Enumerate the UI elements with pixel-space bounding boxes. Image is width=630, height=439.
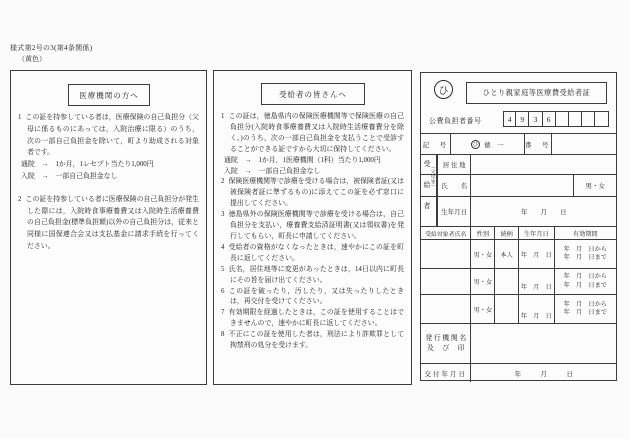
paper-color-note: （黄色） (18, 55, 46, 63)
inpatient-copay-line: 入院 → 一部自己負担金なし (224, 167, 321, 175)
name-value (471, 175, 574, 196)
header-relation: 続柄 (495, 227, 519, 239)
issuer-value (471, 324, 616, 363)
header-birthdate: 生年月日 (519, 227, 555, 239)
certificate-panel (420, 72, 617, 381)
payer-number-label: 公費負担者番号 (429, 117, 482, 125)
address-label: 居 住 地 (437, 155, 472, 174)
item-number: 2 (18, 195, 22, 203)
cell-relation (495, 269, 519, 294)
valid-from: 年 月 日から (563, 273, 607, 281)
item-text: 有効期限を経過したときは，この証を使用することはできませんので，速やかに町長に返してください。 (228, 309, 404, 328)
birthdate-row (421, 196, 616, 226)
circled-hi-icon: ひ (434, 80, 453, 99)
item-number: 1 (221, 113, 225, 120)
valid-from: 年 月 日から (563, 300, 607, 308)
medical-item-1 (18, 112, 199, 159)
inpatient-copay-line: 入院 → 一部自己負担金なし (21, 172, 118, 180)
cell-recipient-name (421, 295, 471, 323)
recipients-item-8 (221, 330, 404, 352)
item-text: 不正にこの証を使用した者は，刑法により詐欺罪として拘禁刑の処分を受けます。 (228, 331, 404, 350)
item-text: 氏名，居住地等に変更があったときは，14日以内に町長にその旨を届け出てください。 (228, 265, 404, 284)
sex-options: 男・女 (585, 183, 605, 190)
recipients-item-2 (221, 177, 404, 210)
cell-relation: 本人 (495, 240, 519, 268)
payer-number-digit (595, 111, 608, 127)
cell-birthdate: 年 月 日 (519, 240, 555, 268)
item-text: 徳島県外の保険医療機関等で診療を受ける場合は，自己負担分を支払い，療養費支給済証明書(又は領収書)を発行してもらい，町長に申請してください。 (228, 211, 404, 240)
symbol-value-text: 徳 一 (484, 141, 504, 149)
item-text: 保険医療機関等で診療を受ける場合は，被保険者証(又は被保険者証に準ずるもの)に添えてこの証を必ず窓口に提出してください。 (228, 178, 404, 208)
table-row (421, 294, 616, 323)
table-row (421, 268, 616, 294)
recipients-item-3 (221, 210, 404, 243)
symbol-value (451, 134, 525, 154)
address-row (421, 154, 616, 174)
issuer-label-line1: 発 行 機 関 名 (425, 334, 467, 342)
medical-institutions-panel (10, 70, 207, 385)
issue-date-label: 交付年月日 (421, 364, 471, 382)
vertical-label-spacer (421, 155, 437, 174)
cell-recipient-name (421, 269, 471, 294)
item-text: この証を持参している者は，医療保険の自己負担分（父母に係るものにあっては，入院治療に限る）のうち，次の一部自己負担金を除いて，町より助成される対象者です。 (25, 114, 199, 157)
payer-number-digit: 9 (516, 111, 529, 127)
recipients-item-1 (221, 112, 404, 156)
payer-number-digit: 3 (529, 111, 542, 127)
payer-number-boxes (503, 111, 609, 127)
header-sex: 性別 (471, 227, 495, 239)
number-value (552, 134, 616, 154)
cell-sex: 男・女 (471, 295, 495, 323)
valid-from: 年 月 日から (563, 245, 607, 253)
issue-date-row (421, 363, 616, 382)
recipient-label-text: 受給者 (423, 160, 431, 223)
item-number: 1 (18, 114, 22, 121)
cell-sex: 男・女 (471, 240, 495, 268)
table-header-row (421, 226, 616, 239)
item-number: 8 (221, 331, 225, 339)
medical-panel-body (18, 112, 199, 253)
valid-to: 年 月 日まで (563, 254, 607, 261)
item-number: 4 (221, 243, 225, 251)
cell-birthdate: 年 月 日 (519, 269, 555, 294)
payer-number-digit: 4 (503, 111, 516, 127)
item-text: この証を破ったり，汚したり，又は失ったりしたときは，再交付を受けてください。 (228, 287, 404, 306)
issue-date-value: 年 月 日 (514, 370, 573, 378)
outpatient-copay-line: 通院 → 1か月，1レセプト当たり1,000円 (21, 161, 154, 169)
issuer-label-line2: 及 び 印 (427, 344, 465, 352)
table-row (421, 239, 616, 268)
form-code-label: 様式第2号の3(第4条関係) (10, 44, 93, 52)
outpatient-copay-line: 通院 → 1か月，1医療機関（1科）当たり1,000円 (224, 156, 381, 164)
number-label: 番 号 (525, 134, 552, 154)
issuer-row (421, 323, 616, 363)
vertical-label-spacer (421, 197, 437, 226)
payer-number-digit: 6 (543, 111, 556, 127)
recipients-panel-title: 受給者の皆さんへ (261, 83, 365, 105)
cell-recipient-name (421, 240, 471, 268)
item-text: この証は，徳島県内の保険医療機関等で保険医療の自己負担分(入院時食事療養費又は入院時生活療養費分を除く。)のうち，次の一部自己負担金を支払うことで受診することができる証ですから大切に保持してください。 (228, 113, 404, 153)
birthdate-value: 年 月 日 (520, 209, 567, 216)
birthdate-label: 生年月日 (437, 197, 472, 226)
recipients-item-5 (221, 265, 404, 287)
recipients-panel (213, 70, 412, 385)
item-text: この証を持参している者に医療保険の自己負担分が発生した際には，入院時食事療養費又は入院時生活療養費の自己負担金(標準負担額)以外の自己負担分は，従来と同様に国保連合会又は支払基金に請求手続を行ってください。 (25, 195, 199, 250)
vertical-label-spacer (421, 175, 437, 196)
recipients-item-7 (221, 308, 404, 330)
item-text: 受給者の資格がなくなったときは，速やかにこの証を町長に返してください。 (228, 243, 404, 262)
cell-relation (495, 295, 519, 323)
cell-birthdate: 年 月 日 (519, 295, 555, 323)
cell-valid-period (555, 240, 616, 268)
payer-number-digit (582, 111, 595, 127)
header-recipient-name: 受給対象者氏名 (421, 227, 471, 239)
medical-item-2 (18, 194, 199, 253)
symbol-label: 記 号 (421, 134, 451, 154)
item-number: 2 (221, 178, 225, 186)
item-number: 7 (221, 309, 225, 317)
valid-to: 年 月 日まで (563, 309, 607, 316)
cell-valid-period (555, 269, 616, 294)
recipient-sublabel-text: （父母等） (431, 164, 436, 190)
item-number: 5 (221, 265, 225, 273)
name-label: 氏 名 (437, 175, 472, 196)
circled-hi-icon: ひ (471, 140, 480, 149)
name-row (421, 174, 616, 196)
recipients-panel-body (221, 112, 404, 352)
issuer-label (421, 324, 471, 363)
valid-to: 年 月 日まで (563, 281, 607, 289)
medical-panel-title: 医療機関の方へ (68, 84, 150, 106)
item-number: 6 (221, 287, 225, 295)
cell-sex: 男・女 (471, 269, 495, 294)
payer-number-digit (569, 111, 582, 127)
recipients-item-6 (221, 287, 404, 309)
item-number: 3 (221, 211, 225, 219)
cell-valid-period (555, 295, 616, 323)
recipients-item-4 (221, 243, 404, 265)
header-valid-period: 有効期間 (572, 230, 598, 238)
payer-number-digit (556, 111, 569, 127)
address-value (471, 155, 616, 174)
spacer (18, 183, 199, 194)
certificate-title: ひとり親家庭等医療費受給者証 (466, 82, 607, 104)
symbol-number-row (421, 133, 616, 154)
